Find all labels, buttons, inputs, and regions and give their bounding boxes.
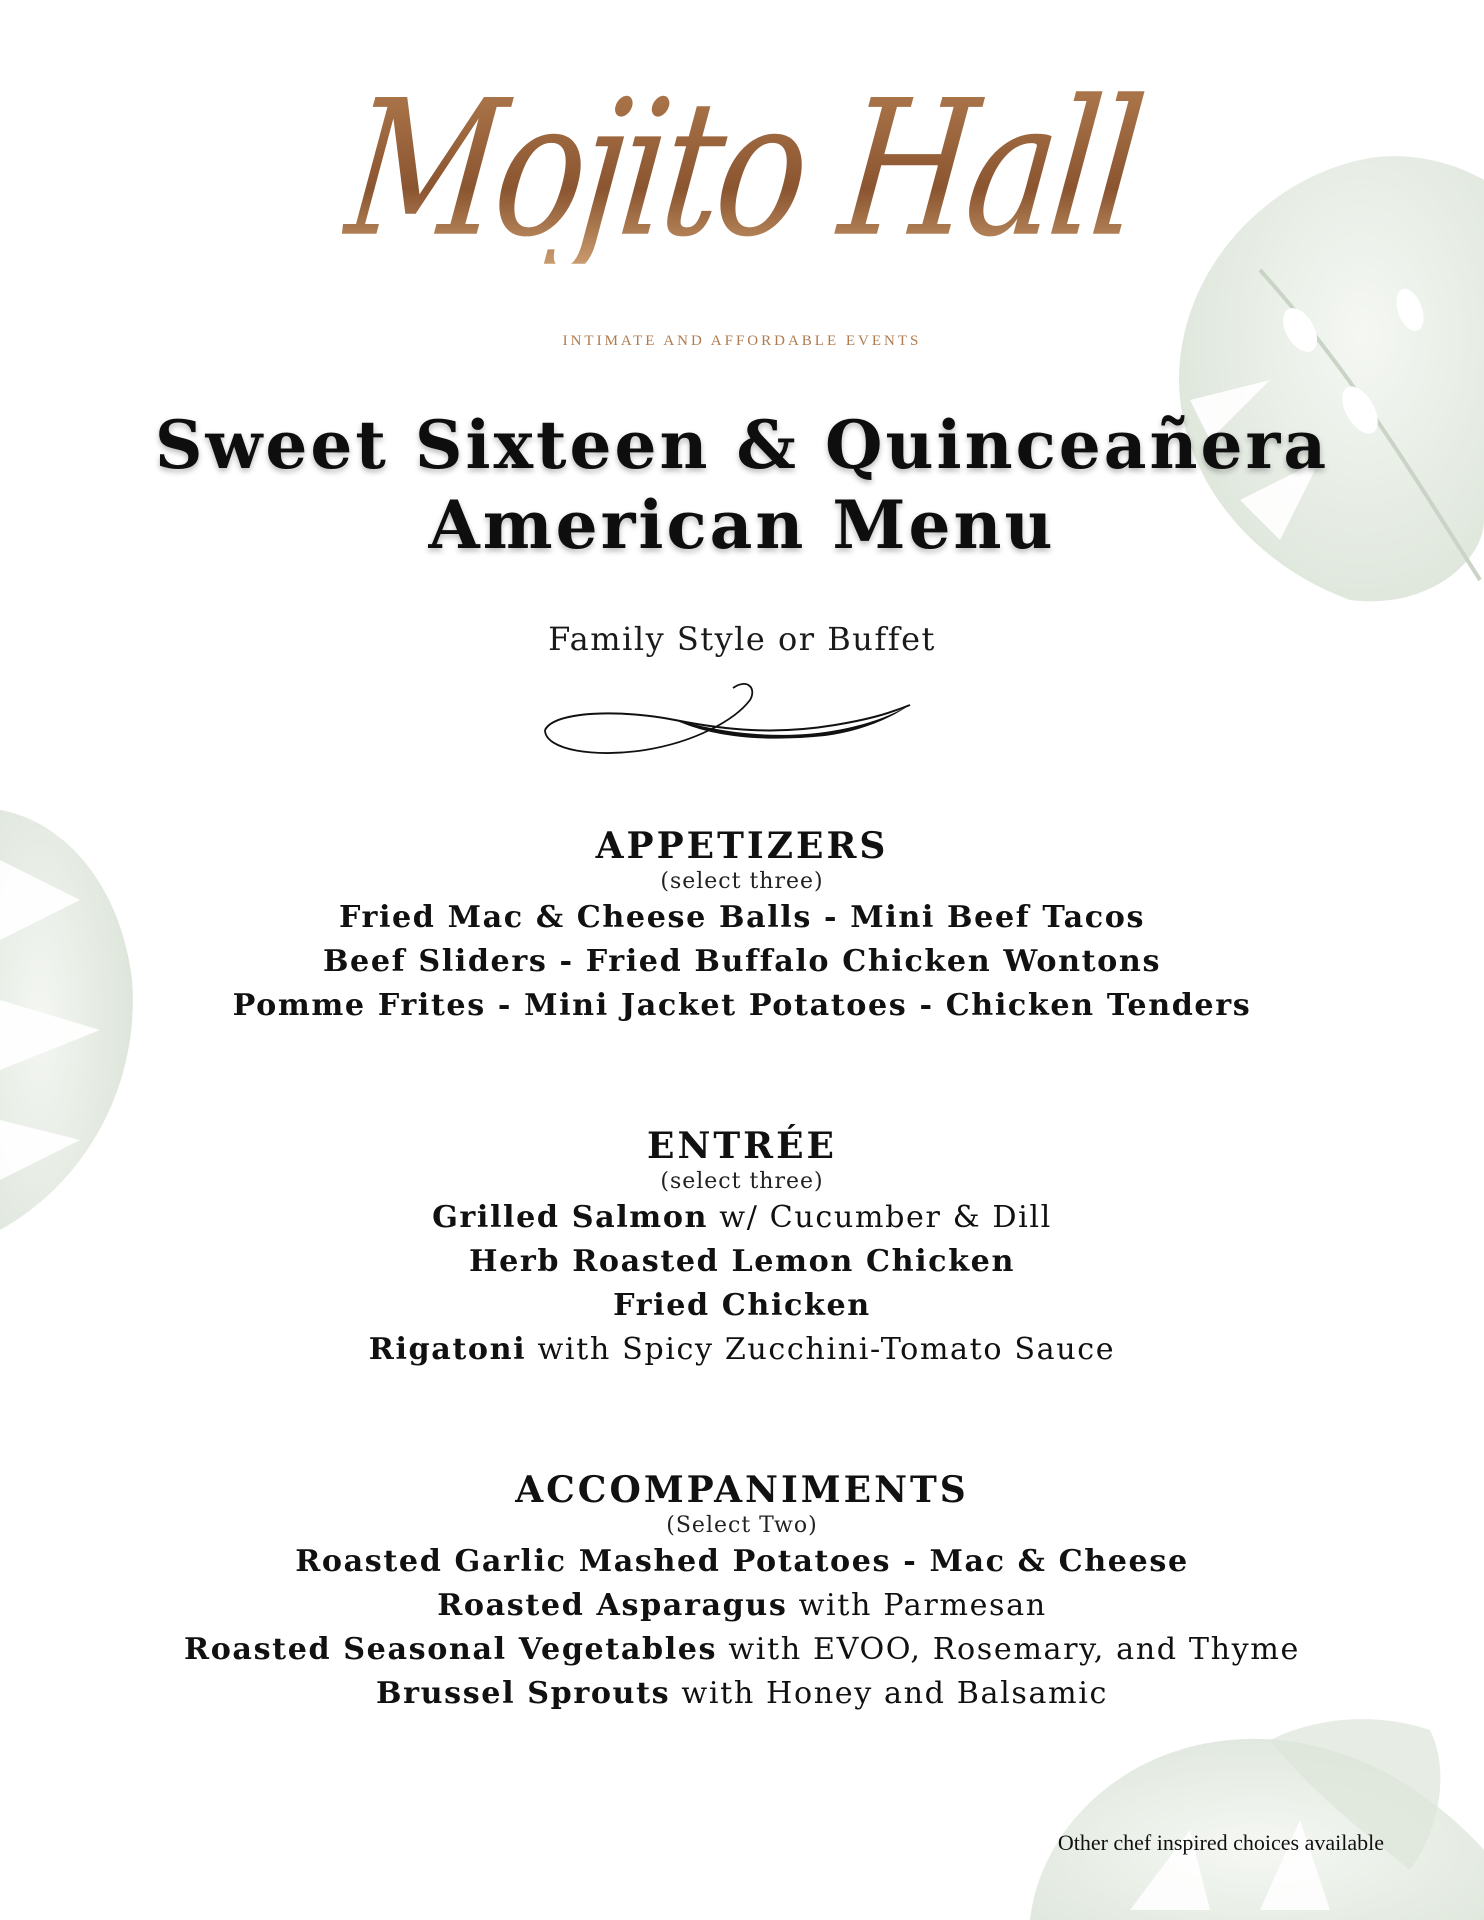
page-title — [0, 405, 1484, 565]
appetizers-note: (select three) — [660, 869, 824, 894]
service-style: Family Style or Buffet — [548, 620, 936, 658]
monstera-leaf-bottom-right-icon — [1010, 1710, 1484, 1920]
appetizers-line-3: Pomme Frites - Mini Jacket Potatoes - Chicken Tenders — [232, 988, 1252, 1023]
title-line-2: American Menu — [428, 486, 1056, 564]
item-name: Roasted Garlic Mashed Potatoes - Mac & Cheese — [295, 1544, 1189, 1579]
menu-item — [0, 1540, 1484, 1584]
menu-item — [0, 1196, 1484, 1240]
entree-section — [0, 1124, 1484, 1372]
appetizers-section — [0, 824, 1484, 1028]
item-detail: with EVOO, Rosemary, and Thyme — [717, 1632, 1300, 1667]
appetizers-line-2: Beef Sliders - Fried Buffalo Chicken Wontons — [322, 944, 1162, 979]
accompaniments-heading: ACCOMPANIMENTS — [515, 1469, 969, 1511]
item-name: Herb Roasted Lemon Chicken — [469, 1244, 1015, 1279]
accompaniments-section — [0, 1468, 1484, 1716]
item-name: Roasted Asparagus — [437, 1588, 788, 1623]
menu-item — [0, 1672, 1484, 1716]
title-line-1: Sweet Sixteen & Quinceañera — [154, 406, 1330, 484]
entree-note: (select three) — [660, 1169, 824, 1194]
menu-item — [0, 1240, 1484, 1284]
flourish-divider-icon — [535, 680, 915, 760]
appetizers-line-1: Fried Mac & Cheese Balls - Mini Beef Tacos — [338, 900, 1146, 935]
item-name: Brussel Sprouts — [375, 1676, 671, 1711]
item-detail: with Spicy Zucchini-Tomato Sauce — [526, 1332, 1116, 1367]
item-name: Fried Chicken — [613, 1288, 871, 1323]
appetizers-heading: APPETIZERS — [595, 825, 889, 867]
menu-item — [0, 1284, 1484, 1328]
menu-item — [0, 1584, 1484, 1628]
item-detail: with Parmesan — [787, 1588, 1047, 1623]
logo — [0, 61, 1484, 279]
item-detail: w/ Cucumber & Dill — [708, 1200, 1052, 1235]
menu-item — [0, 1328, 1484, 1372]
logo-tagline: INTIMATE AND AFFORDABLE EVENTS — [562, 333, 922, 349]
item-name: Grilled Salmon — [432, 1200, 709, 1235]
entree-heading: ENTRÉE — [647, 1125, 837, 1167]
footer-note: Other chef inspired choices available — [1057, 1830, 1384, 1855]
logo-script: Mojito Hall — [336, 61, 1148, 279]
menu-item — [0, 1628, 1484, 1672]
item-detail: with Honey and Balsamic — [670, 1676, 1109, 1711]
item-name: Roasted Seasonal Vegetables — [184, 1632, 718, 1667]
accompaniments-note: (Select Two) — [666, 1513, 818, 1538]
item-name: Rigatoni — [368, 1332, 527, 1367]
